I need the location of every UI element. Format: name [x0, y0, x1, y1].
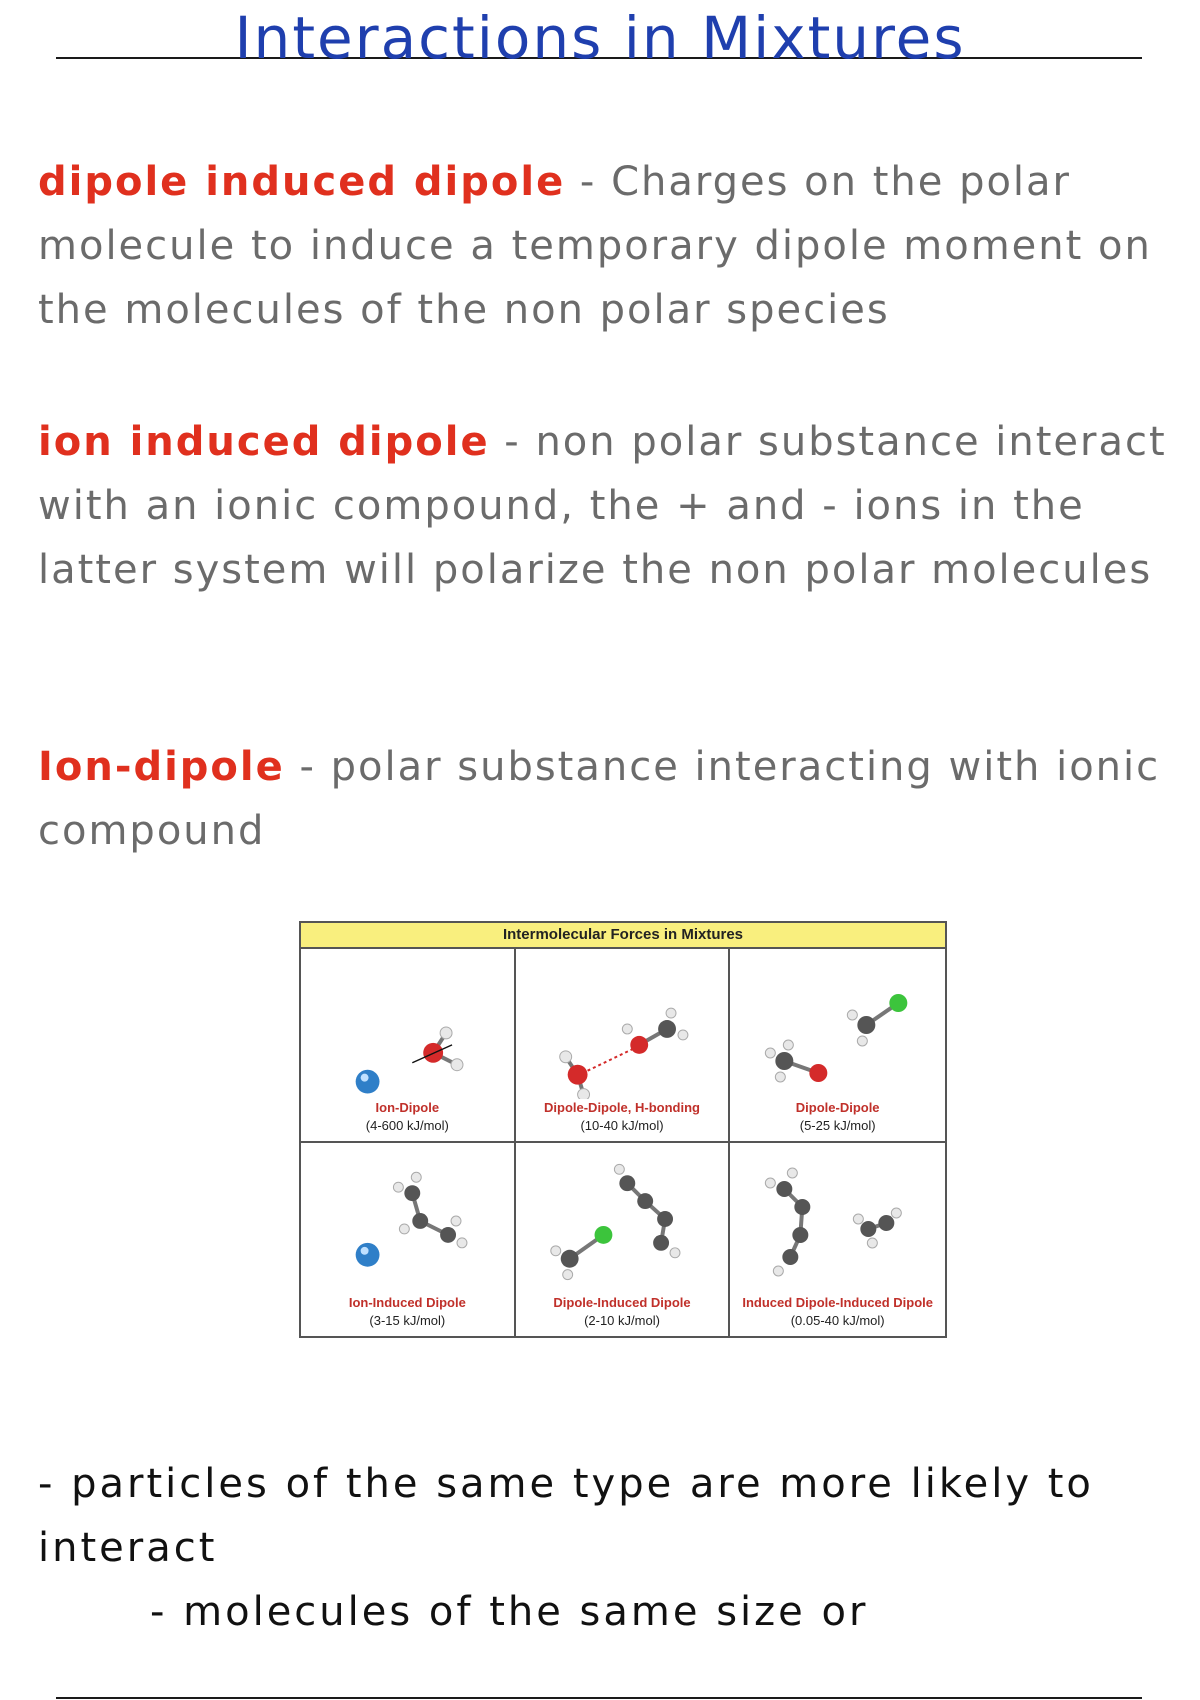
note-ion-dipole [38, 735, 1188, 863]
note-dipole-induced-dipole [38, 150, 1188, 342]
note-text: - polar substance interacting with ionic compound [38, 744, 1161, 854]
force-name: Dipole-Induced Dipole [553, 1295, 691, 1310]
figure-cell-caption [516, 1099, 729, 1135]
bottom-note-1: - particles of the same type are more likely to interact [38, 1461, 1094, 1571]
figure-cell-caption [730, 1099, 945, 1135]
note-term: ion induced dipole [38, 419, 490, 465]
force-energy: (0.05-40 kJ/mol) [790, 1313, 885, 1328]
note-text: - Charges on the polar molecule to induce a temporary dipole moment on the molecules of the non polar species [38, 159, 1152, 333]
figure-grid [301, 949, 945, 1336]
force-name: Dipole-Dipole, H-bonding [544, 1099, 700, 1115]
note-text: - non polar substance interact with an ionic compound, the + and - ions in the latter system will polarize the non polar molecules [38, 419, 1167, 593]
force-energy: (5-25 kJ/mol) [799, 1117, 876, 1133]
page-title: Interactions in Mixtures [234, 4, 966, 72]
force-energy: (10-40 kJ/mol) [580, 1117, 664, 1133]
force-name: Ion-Induced Dipole [348, 1295, 466, 1310]
figure-cell-caption [516, 1294, 729, 1330]
figure-cell-caption [301, 1099, 514, 1135]
figure-cell-caption [730, 1294, 945, 1330]
force-energy: (3-15 kJ/mol) [369, 1313, 446, 1328]
ion-dipole-molecule-illustration [301, 949, 514, 1099]
force-name: Dipole-Dipole [795, 1099, 880, 1115]
note-term: dipole induced dipole [38, 159, 566, 205]
force-name: Ion-Dipole [375, 1099, 440, 1115]
bottom-note-2: - molecules of the same size or [150, 1589, 869, 1635]
h-bonding-molecule-illustration [516, 949, 729, 1099]
note-ion-induced-dipole [38, 410, 1188, 602]
figure-cell-dipole-dipole-hbonding [516, 949, 731, 1143]
figure-cell-induced-dipole-induced-dipole [730, 1143, 945, 1337]
force-name: Induced Dipole-Induced Dipole [742, 1295, 933, 1310]
force-energy: (2-10 kJ/mol) [584, 1313, 660, 1328]
figure-title: Intermolecular Forces in Mixtures [301, 923, 945, 949]
dipole-induced-dipole-molecule-illustration [516, 1143, 729, 1293]
figure-cell-caption [301, 1294, 514, 1330]
ion-induced-dipole-molecule-illustration [301, 1143, 514, 1293]
intermolecular-forces-figure [299, 921, 947, 1338]
force-energy: (4-600 kJ/mol) [365, 1117, 449, 1133]
bottom-rule [56, 1697, 1142, 1699]
figure-cell-dipole-induced-dipole [516, 1143, 731, 1337]
figure-cell-ion-induced-dipole [301, 1143, 516, 1337]
dipole-dipole-molecule-illustration [730, 949, 945, 1099]
note-term: Ion-dipole [38, 744, 285, 790]
figure-cell-dipole-dipole [730, 949, 945, 1143]
figure-cell-ion-dipole [301, 949, 516, 1143]
induced-dipole-molecule-illustration [730, 1143, 945, 1293]
